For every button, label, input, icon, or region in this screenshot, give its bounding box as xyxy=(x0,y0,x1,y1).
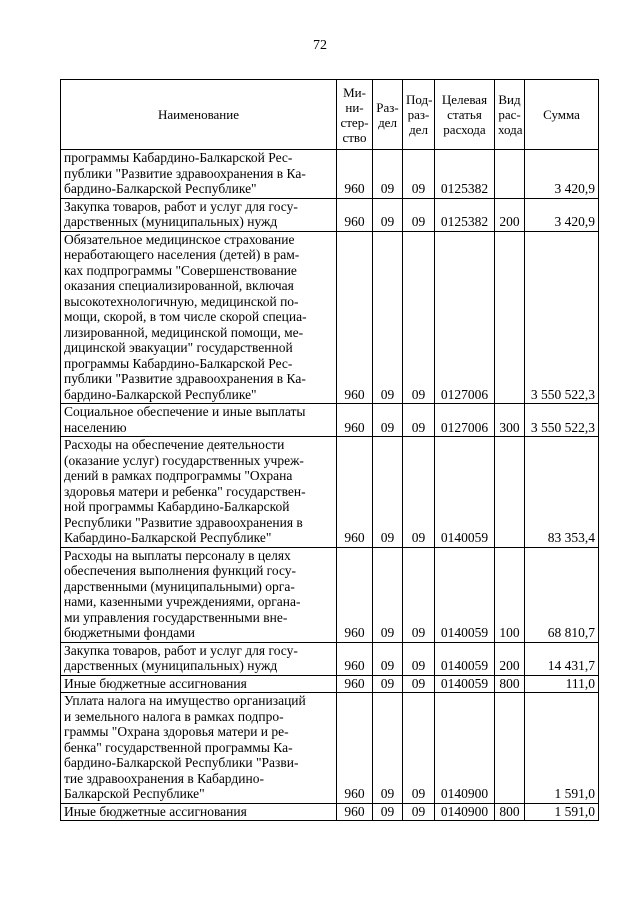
cell-amount: 3 420,9 xyxy=(525,150,599,199)
header-name: Наименование xyxy=(61,80,337,150)
cell-ministry: 960 xyxy=(337,231,373,404)
cell-subsection: 09 xyxy=(403,675,435,693)
cell-section: 09 xyxy=(373,231,403,404)
cell-section: 09 xyxy=(373,437,403,548)
table-row xyxy=(61,198,599,231)
cell-subsection: 09 xyxy=(403,231,435,404)
header-expense-type: Вид рас- хода xyxy=(495,80,525,150)
header-ministry: Ми- ни- стер- ство xyxy=(337,80,373,150)
cell-target-item: 0127006 xyxy=(435,404,495,437)
cell-expense-type xyxy=(495,150,525,199)
cell-name: Иные бюджетные ассигнования xyxy=(61,803,337,821)
cell-subsection: 09 xyxy=(403,198,435,231)
table-row xyxy=(61,675,599,693)
cell-subsection: 09 xyxy=(403,693,435,804)
cell-amount: 83 353,4 xyxy=(525,437,599,548)
cell-name: Расходы на выплаты персоналу в целях обеспечения выполнения функций госу- дарственными (муниципальными) орга- нами, казенными учреждениями, органа- ми управления государственными вне- бюджетными фондами xyxy=(61,547,337,642)
table-row xyxy=(61,642,599,675)
cell-expense-type: 800 xyxy=(495,675,525,693)
cell-expense-type xyxy=(495,231,525,404)
budget-table xyxy=(60,79,599,821)
cell-expense-type xyxy=(495,693,525,804)
cell-ministry: 960 xyxy=(337,803,373,821)
cell-subsection: 09 xyxy=(403,547,435,642)
cell-amount: 3 550 522,3 xyxy=(525,404,599,437)
cell-target-item: 0125382 xyxy=(435,198,495,231)
cell-name: Обязательное медицинское страхование неработающего населения (детей) в рам- ках подпрограммы "Совершенствование оказания специализированной, включая высокотехнологичную, медицинской по- мощи, скорой, в том числе скорой специа- лизированной, медицинской помощи, ме- дицинской эвакуации" государственной программы Кабардино-Балкарской Рес- публики "Развитие здравоохранения в Ка- бардино-Балкарской Республике" xyxy=(61,231,337,404)
header-subsection: Под- раз- дел xyxy=(403,80,435,150)
cell-section: 09 xyxy=(373,404,403,437)
cell-subsection: 09 xyxy=(403,437,435,548)
header-target-item: Целевая статья расхода xyxy=(435,80,495,150)
table-row xyxy=(61,437,599,548)
cell-expense-type: 800 xyxy=(495,803,525,821)
cell-section: 09 xyxy=(373,693,403,804)
header-amount: Сумма xyxy=(525,80,599,150)
cell-section: 09 xyxy=(373,675,403,693)
cell-section: 09 xyxy=(373,547,403,642)
cell-name: программы Кабардино-Балкарской Рес- публики "Развитие здравоохранения в Ка- бардино-Балкарской Республике" xyxy=(61,150,337,199)
header-section: Раз- дел xyxy=(373,80,403,150)
cell-amount: 14 431,7 xyxy=(525,642,599,675)
cell-name: Иные бюджетные ассигнования xyxy=(61,675,337,693)
cell-section: 09 xyxy=(373,198,403,231)
table-header-row xyxy=(61,80,599,150)
cell-ministry: 960 xyxy=(337,437,373,548)
cell-amount: 1 591,0 xyxy=(525,803,599,821)
cell-expense-type: 100 xyxy=(495,547,525,642)
table-body xyxy=(61,150,599,821)
cell-name: Уплата налога на имущество организаций и земельного налога в рамках подпро- граммы "Охрана здоровья матери и ре- бенка" государственной программы Ка- бардино-Балкарской Республики "Разви- тие здравоохранения в Кабардино- Балкарской Республике" xyxy=(61,693,337,804)
cell-amount: 3 420,9 xyxy=(525,198,599,231)
cell-amount: 3 550 522,3 xyxy=(525,231,599,404)
table-row xyxy=(61,803,599,821)
cell-name: Закупка товаров, работ и услуг для госу- дарственных (муниципальных) нужд xyxy=(61,642,337,675)
cell-expense-type: 300 xyxy=(495,404,525,437)
cell-amount: 111,0 xyxy=(525,675,599,693)
cell-name: Расходы на обеспечение деятельности (оказание услуг) государственных учреж- дений в рамках подпрограммы "Охрана здоровья матери и ребенка" государствен- ной программы Кабардино-Балкарской Республики "Развитие здравоохранения в Кабардино-Балкарской Республике" xyxy=(61,437,337,548)
cell-name: Социальное обеспечение и иные выплаты населению xyxy=(61,404,337,437)
table-row xyxy=(61,547,599,642)
cell-section: 09 xyxy=(373,150,403,199)
cell-subsection: 09 xyxy=(403,803,435,821)
cell-target-item: 0140900 xyxy=(435,803,495,821)
table-row xyxy=(61,231,599,404)
cell-target-item: 0125382 xyxy=(435,150,495,199)
cell-ministry: 960 xyxy=(337,675,373,693)
cell-ministry: 960 xyxy=(337,404,373,437)
cell-section: 09 xyxy=(373,803,403,821)
cell-expense-type xyxy=(495,437,525,548)
cell-target-item: 0140059 xyxy=(435,547,495,642)
page-number: 72 xyxy=(313,38,327,53)
cell-amount: 68 810,7 xyxy=(525,547,599,642)
cell-target-item: 0127006 xyxy=(435,231,495,404)
cell-section: 09 xyxy=(373,642,403,675)
cell-target-item: 0140900 xyxy=(435,693,495,804)
table-row xyxy=(61,404,599,437)
cell-ministry: 960 xyxy=(337,150,373,199)
cell-expense-type: 200 xyxy=(495,198,525,231)
cell-amount: 1 591,0 xyxy=(525,693,599,804)
cell-expense-type: 200 xyxy=(495,642,525,675)
cell-ministry: 960 xyxy=(337,642,373,675)
cell-ministry: 960 xyxy=(337,693,373,804)
cell-subsection: 09 xyxy=(403,150,435,199)
cell-target-item: 0140059 xyxy=(435,437,495,548)
table-row xyxy=(61,693,599,804)
cell-ministry: 960 xyxy=(337,547,373,642)
cell-subsection: 09 xyxy=(403,404,435,437)
cell-target-item: 0140059 xyxy=(435,642,495,675)
cell-ministry: 960 xyxy=(337,198,373,231)
table-row xyxy=(61,150,599,199)
cell-name: Закупка товаров, работ и услуг для госу- дарственных (муниципальных) нужд xyxy=(61,198,337,231)
cell-subsection: 09 xyxy=(403,642,435,675)
cell-target-item: 0140059 xyxy=(435,675,495,693)
